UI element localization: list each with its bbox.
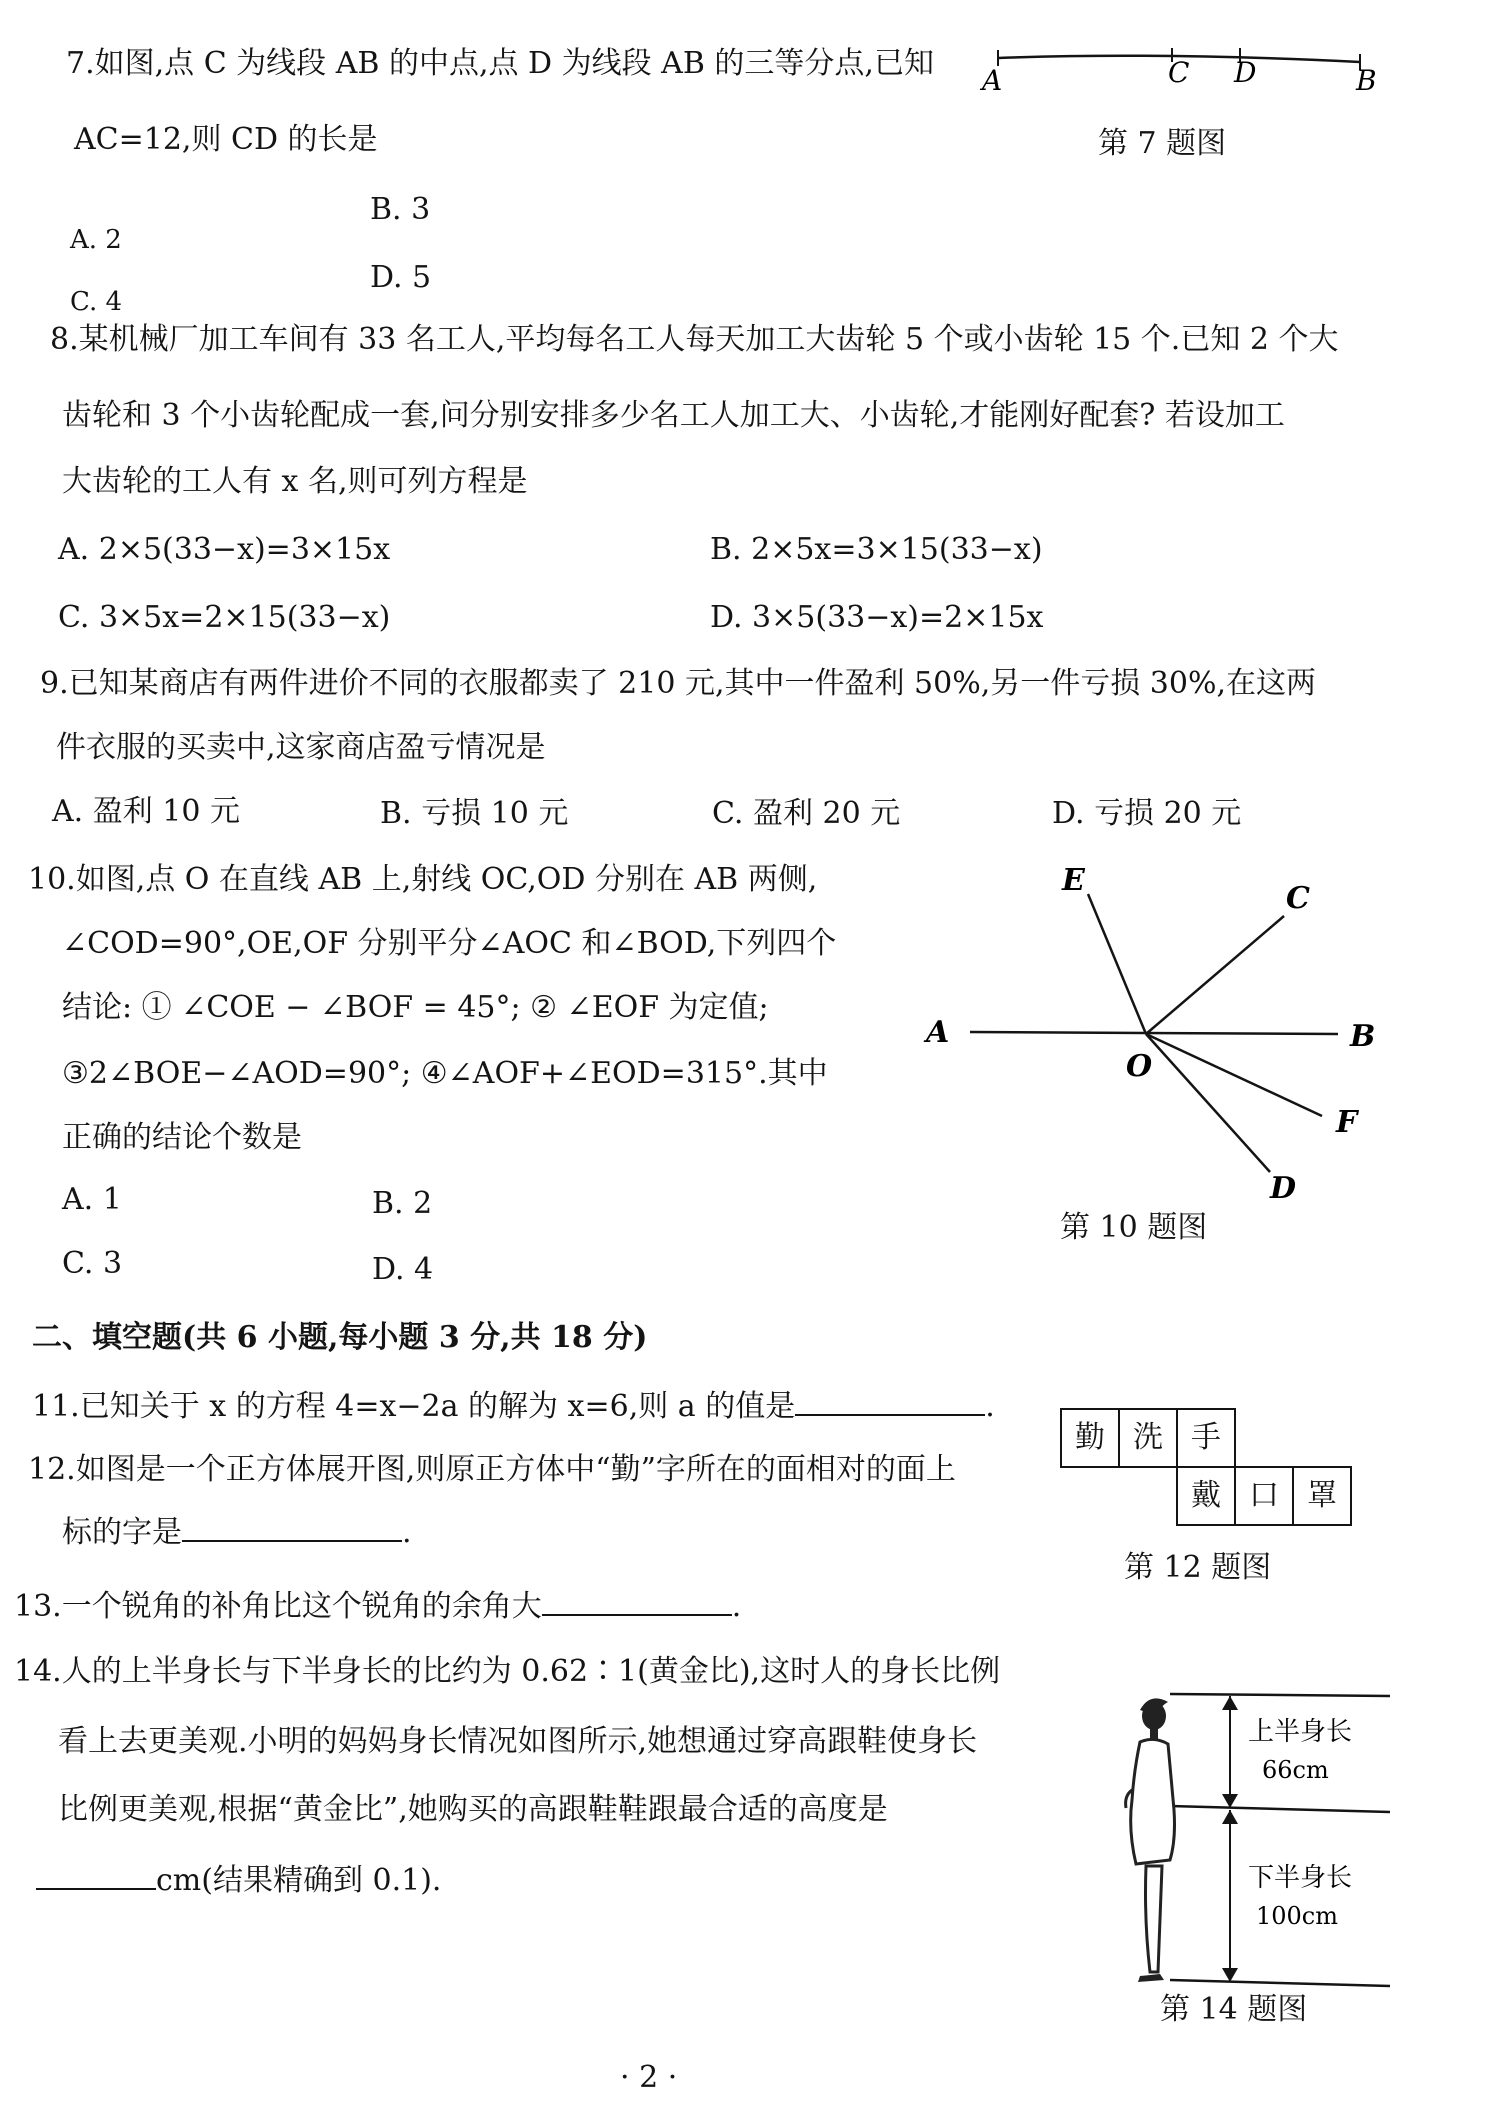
q7-option-d: D. 5 <box>370 260 432 295</box>
ray-of <box>1146 1034 1322 1116</box>
q10-stem-line1: 10.如图,点 O 在直线 AB 上,射线 OC,OD 分别在 AB 两侧, <box>28 862 818 897</box>
net-cell-4: 戴 <box>1176 1466 1236 1526</box>
q8-stem-line3: 大齿轮的工人有 x 名,则可列方程是 <box>62 464 528 499</box>
line-ab <box>970 1032 1338 1034</box>
point-d-label: D <box>1270 1171 1297 1206</box>
q14-stem-line2: 看上去更美观.小明的妈妈身长情况如图所示,她想通过穿高跟鞋使身长 <box>58 1724 978 1759</box>
q9-option-b: B. 亏损 10 元 <box>380 796 569 831</box>
q9-option-d: D. 亏损 20 元 <box>1052 796 1242 831</box>
point-b-label: B <box>1350 1019 1376 1054</box>
page-number: · 2 · <box>620 2060 678 2095</box>
q13-text: 13.一个锐角的补角比这个锐角的余角大 <box>14 1589 542 1624</box>
q10-stem-line3: 结论: ① ∠COE − ∠BOF = 45°; ② ∠EOF 为定值; <box>62 990 769 1025</box>
lower-body-value: 100cm <box>1256 1902 1339 1930</box>
point-c-label: C <box>1168 56 1190 89</box>
q11-stem <box>32 1384 995 1427</box>
net-cell-1: 勤 <box>1060 1408 1120 1468</box>
q10-figure <box>920 850 1380 1210</box>
q12-text: 标的字是 <box>62 1515 182 1550</box>
q9-stem-line2: 件衣服的买卖中,这家商店盈亏情况是 <box>56 730 546 765</box>
q8-option-a: A. 2×5(33−x)=3×15x <box>58 532 391 567</box>
q9-option-c: C. 盈利 20 元 <box>712 796 901 831</box>
q7-option-c: C. 4 <box>70 287 123 317</box>
q10-stem-line4: ③2∠BOE−∠AOD=90°; ④∠AOF+∠EOD=315°.其中 <box>62 1056 828 1091</box>
section-title-fill-in: 二、填空题(共 6 小题,每小题 3 分,共 18 分) <box>32 1320 648 1355</box>
q7-option-b: B. 3 <box>370 192 431 227</box>
net-cell-2: 洗 <box>1118 1408 1178 1468</box>
lower-body-label: 下半身长 <box>1248 1863 1353 1893</box>
q12-figure-caption: 第 12 题图 <box>1124 1550 1272 1585</box>
point-a-label: A <box>926 1015 950 1050</box>
point-d-label: D <box>1234 56 1257 89</box>
q8-option-c: C. 3×5x=2×15(33−x) <box>58 600 391 635</box>
q14-figure <box>1110 1680 1400 2010</box>
q8-option-d: D. 3×5(33−x)=2×15x <box>710 600 1044 635</box>
q10-option-b: B. 2 <box>372 1186 433 1221</box>
ray-oe <box>1088 894 1146 1034</box>
point-e-label: E <box>1062 863 1085 898</box>
q10-option-a: A. 1 <box>62 1182 122 1217</box>
upper-body-label: 上半身长 <box>1248 1717 1353 1747</box>
point-o-label: O <box>1126 1049 1153 1084</box>
point-c-label: C <box>1286 881 1310 916</box>
net-cell-6: 罩 <box>1292 1466 1352 1526</box>
q14-figure-caption: 第 14 题图 <box>1160 1992 1308 2027</box>
net-cell-5: 口 <box>1234 1466 1294 1526</box>
q10-figure-caption: 第 10 题图 <box>1060 1210 1208 1245</box>
q10-option-c: C. 3 <box>62 1246 123 1281</box>
q13-answer-blank[interactable] <box>542 1584 732 1616</box>
q13-end: . <box>731 1589 742 1624</box>
point-f-label: F <box>1336 1105 1358 1140</box>
q13-stem <box>14 1584 741 1627</box>
q12-stem-line2 <box>62 1510 412 1553</box>
q9-stem-line1: 9.已知某商店有两件进价不同的衣服都卖了 210 元,其中一件盈利 50%,另一件亏损 30%,在这两 <box>40 666 1316 701</box>
net-cell-3: 手 <box>1176 1408 1236 1468</box>
upper-body-value: 66cm <box>1262 1756 1329 1784</box>
q14-text-end: cm(结果精确到 0.1). <box>156 1863 442 1898</box>
q11-end: . <box>985 1389 995 1424</box>
q12-answer-blank[interactable] <box>182 1510 402 1542</box>
q14-answer-blank[interactable] <box>36 1858 156 1890</box>
q8-option-b: B. 2×5x=3×15(33−x) <box>710 532 1043 567</box>
q7-stem-line2: AC=12,则 CD 的长是 <box>74 122 378 157</box>
q7-figure <box>960 30 1380 100</box>
ray-od <box>1146 1034 1270 1172</box>
ray-oc <box>1146 916 1284 1034</box>
q10-stem-line2: ∠COD=90°,OE,OF 分别平分∠AOC 和∠BOD,下列四个 <box>62 926 837 961</box>
point-b-label: B <box>1356 64 1377 97</box>
q12-end: . <box>402 1515 412 1550</box>
woman-silhouette-icon <box>1126 1698 1175 1982</box>
q8-stem-line2: 齿轮和 3 个小齿轮配成一套,问分别安排多少名工人加工大、小齿轮,才能刚好配套? 若设加工 <box>62 398 1285 433</box>
q14-stem-line1: 14.人的上半身长与下半身长的比约为 0.62∶1(黄金比),这时人的身长比例 <box>14 1654 1001 1689</box>
q7-figure-caption: 第 7 题图 <box>1098 126 1227 161</box>
q10-stem-line5: 正确的结论个数是 <box>62 1120 302 1155</box>
q14-stem-line3: 比例更美观,根据“黄金比”,她购买的高跟鞋鞋跟最合适的高度是 <box>58 1792 888 1827</box>
q11-text: 11.已知关于 x 的方程 4=x−2a 的解为 x=6,则 a 的值是 <box>32 1389 796 1424</box>
q7-option-a: A. 2 <box>70 225 122 255</box>
q11-answer-blank[interactable] <box>795 1384 985 1416</box>
q14-stem-line4 <box>36 1858 441 1901</box>
q8-stem-line1: 8.某机械厂加工车间有 33 名工人,平均每名工人每天加工大齿轮 5 个或小齿轮 15 个.已知 2 个大 <box>50 322 1339 357</box>
q10-option-d: D. 4 <box>372 1252 434 1287</box>
q7-stem-line1: 7.如图,点 C 为线段 AB 的中点,点 D 为线段 AB 的三等分点,已知 <box>66 46 934 81</box>
point-a-label: A <box>982 64 1003 97</box>
q12-cube-net <box>1060 1408 1390 1548</box>
q9-option-a: A. 盈利 10 元 <box>52 794 240 829</box>
q12-stem-line1: 12.如图是一个正方体展开图,则原正方体中“勤”字所在的面相对的面上 <box>28 1452 956 1487</box>
